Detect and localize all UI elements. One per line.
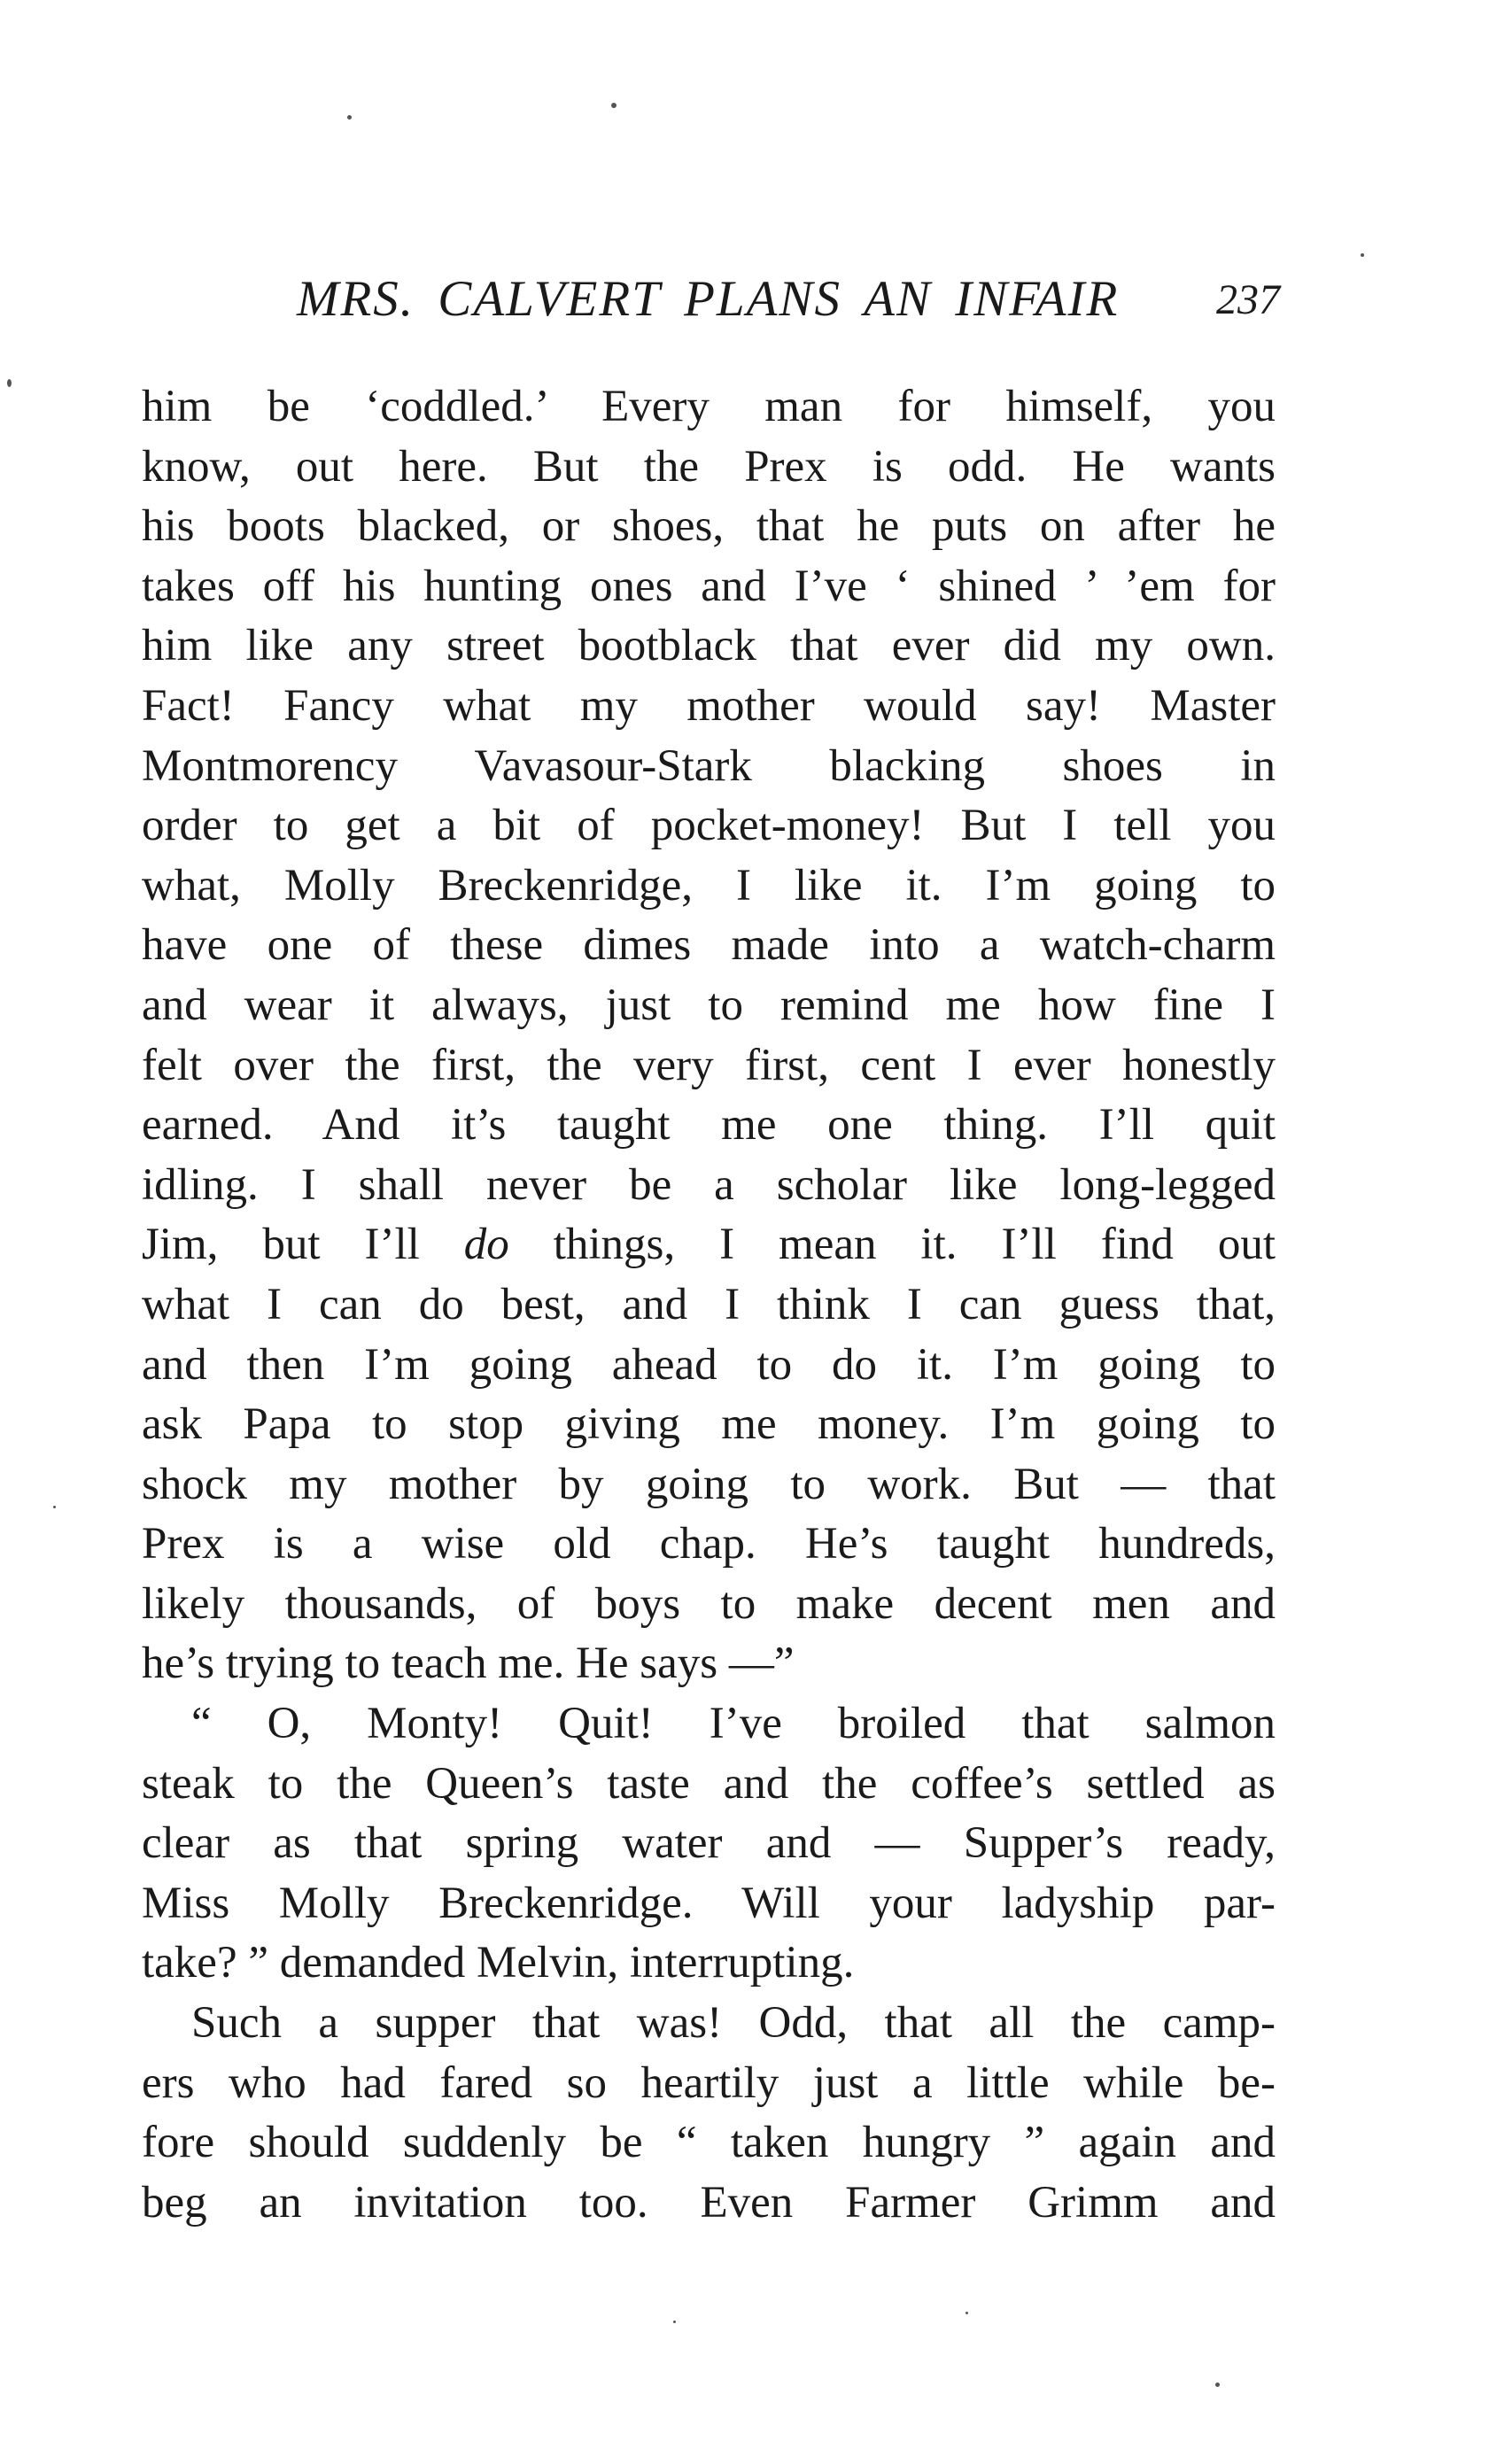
text-line: Prex is a wise old chap. He’s taught hundreds,	[142, 1519, 1276, 1569]
text-line: clear as that spring water and — Supper’s ready,	[142, 1818, 1276, 1869]
text-line: felt over the first, the very first, cent I ever honestly	[142, 1040, 1276, 1090]
text-line: idling. I shall never be a scholar like long-legged	[142, 1159, 1276, 1210]
text-line: Such a supper that was! Odd, that all the camp-	[191, 1998, 1276, 2049]
text-line: steak to the Queen’s taste and the coffee’s settled as	[142, 1758, 1276, 1809]
text-line: ask Papa to stop giving me money. I’m going to	[142, 1399, 1276, 1450]
text-line: Miss Molly Breckenridge. Will your ladyship par-	[142, 1878, 1276, 1928]
text-line: and wear it always, just to remind me how fine I	[142, 980, 1276, 1030]
paper-speck	[611, 103, 617, 108]
emphasis-word: do	[463, 1220, 509, 1270]
text-line: his boots blacked, or shoes, that he puts on after he	[142, 501, 1276, 552]
page-number: 237	[1216, 276, 1280, 323]
text-line: takes off his hunting ones and I’ve ‘ shined ’ ’em for	[142, 561, 1276, 611]
text-line: earned. And it’s taught me one thing. I’ll quit	[142, 1100, 1276, 1151]
paper-speck	[1361, 253, 1364, 257]
text-line: likely thousands, of boys to make decent men and	[142, 1578, 1276, 1629]
text-line: him be ‘coddled.’ Every man for himself, you	[142, 382, 1276, 431]
text-line: beg an invitation too. Even Farmer Grimm and	[142, 2177, 1276, 2228]
body-text	[142, 377, 1276, 2233]
text-segment: Jim, but I’ll	[142, 1220, 420, 1270]
text-line: ers who had fared so heartily just a little while be-	[142, 2057, 1276, 2108]
running-head: MRS. CALVERT PLANS AN INFAIR	[297, 271, 1120, 327]
paper-speck	[1215, 2383, 1220, 2387]
text-line: have one of these dimes made into a watch-charm	[142, 920, 1276, 971]
paper-speck	[53, 1506, 56, 1508]
paper-speck	[966, 2312, 968, 2314]
text-line: Fact! Fancy what my mother would say! Master	[142, 680, 1276, 731]
text-line: know, out here. But the Prex is odd. He wants	[142, 441, 1276, 492]
text-line: what, Molly Breckenridge, I like it. I’m going to	[142, 860, 1276, 910]
text-line: shock my mother by going to work. But — that	[142, 1459, 1276, 1509]
paper-speck	[7, 379, 12, 387]
text-line: “ O, Monty! Quit! I’ve broiled that salmon	[191, 1699, 1276, 1749]
text-line: him like any street bootblack that ever did my own.	[142, 621, 1276, 671]
paper-speck	[673, 2321, 676, 2323]
text-line: order to get a bit of pocket-money! But I tell you	[142, 801, 1276, 851]
text-line: he’s trying to teach me. He says —”	[142, 1639, 795, 1689]
page-header	[297, 270, 1280, 341]
paper-speck	[347, 115, 352, 120]
text-line: what I can do best, and I think I can guess that,	[142, 1279, 1276, 1329]
text-segment: things, I mean it. I’ll find out	[553, 1220, 1276, 1270]
text-line	[142, 1215, 1276, 1275]
text-line: take? ” demanded Melvin, interrupting.	[142, 1938, 855, 1988]
text-line: fore should suddenly be “ taken hungry ” again and	[142, 2118, 1276, 2168]
text-line: Montmorency Vavasour-Stark blacking shoes in	[142, 740, 1276, 791]
text-line: and then I’m going ahead to do it. I’m going to	[142, 1339, 1276, 1390]
